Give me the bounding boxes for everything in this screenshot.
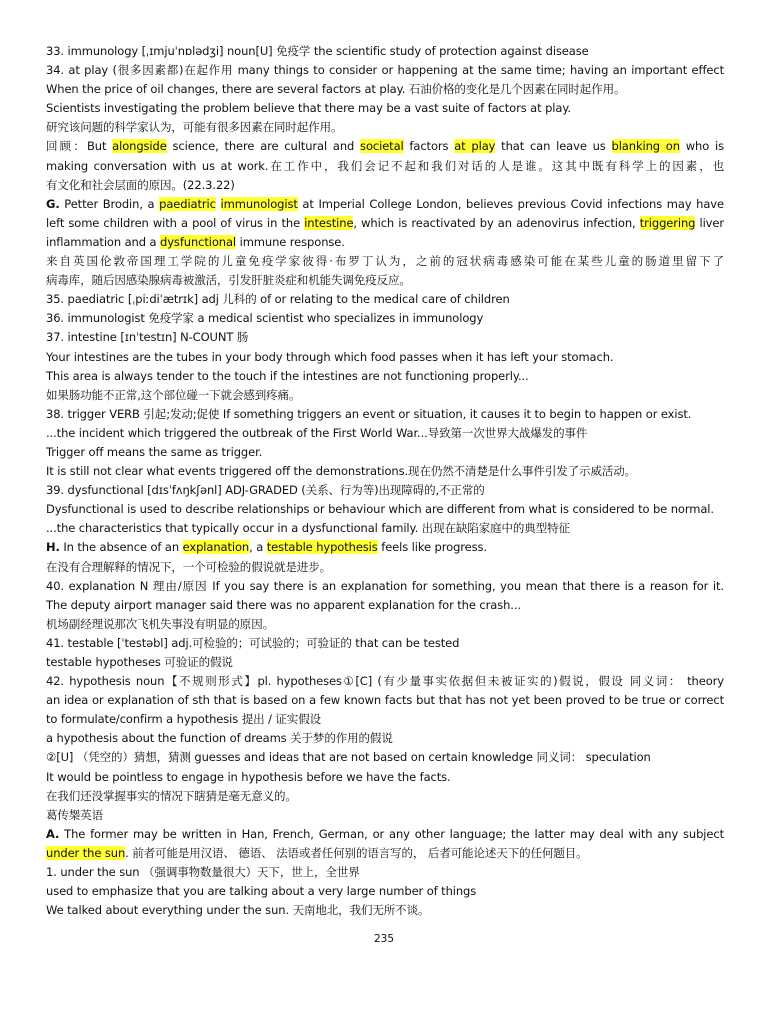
text-segment: 葛传椝英语 bbox=[46, 807, 103, 822]
text-line bbox=[46, 634, 724, 653]
text-line bbox=[46, 844, 724, 863]
text-segment: 40. explanation N 理由/原因 If you say there is an explanation for something, you mean that there is a reason for it. bbox=[46, 578, 724, 593]
text-segment: Your intestines are the tubes in your body through which food passes when it has left your stomach. bbox=[46, 349, 614, 364]
text-line bbox=[46, 653, 724, 672]
text-segment: science, there are cultural and bbox=[166, 139, 361, 154]
text-segment: 回顾：But bbox=[46, 139, 113, 154]
text-line bbox=[46, 157, 724, 176]
text-line bbox=[46, 195, 724, 214]
highlighted-term: triggering bbox=[639, 215, 696, 230]
text-segment: When the price of oil changes, there are several factors at play. 石油价格的变化是几个因素在同时起作用。 bbox=[46, 82, 626, 97]
text-segment: . 前者可能是用汉语、 德语、 法语或者任何别的语言写的， 后者可能论述天下的任何题目。 bbox=[125, 845, 588, 860]
highlighted-term: dysfunctional bbox=[160, 234, 237, 249]
text-segment: ②[U] （凭空的）猜想，猜测 guesses and ideas that are not based on certain knowledge 同义词： speculation bbox=[46, 750, 651, 765]
text-line bbox=[46, 405, 724, 424]
text-segment: 33. immunology [ˌɪmjuˈnɒlədʒi] noun[U] 免疫学 the scientific study of protection against disease bbox=[46, 44, 589, 58]
text-line bbox=[46, 61, 724, 80]
text-segment: making conversation with us at work.在工作中，我们会记不起和我们对话的人是谁。这其中既有科学上的因素，也 bbox=[46, 158, 724, 173]
text-line bbox=[46, 462, 724, 481]
text-line bbox=[46, 348, 724, 367]
text-segment: 1. under the sun （强调事物数量很大）天下，世上，全世界 bbox=[46, 865, 360, 880]
text-line bbox=[46, 768, 724, 787]
text-segment: We talked about everything under the sun. 天南地北，我们无所不谈。 bbox=[46, 903, 430, 918]
text-line bbox=[46, 577, 724, 596]
text-segment: 在没有合理解释的情况下，一个可检验的假说就是进步。 bbox=[46, 559, 331, 574]
text-line bbox=[46, 672, 724, 691]
page-number: 235 bbox=[373, 933, 395, 945]
text-segment: This area is always tender to the touch if the intestines are not functioning properly... bbox=[46, 368, 529, 383]
text-segment: It is still not clear what events triggered off the demonstrations.现在仍然不清楚是什么事件引发了示威活动。 bbox=[46, 464, 637, 479]
text-segment: The deputy airport manager said there was no apparent explanation for the crash... bbox=[46, 597, 521, 612]
text-segment: ...the characteristics that typically occur in a dysfunctional family. 出现在缺陷家庭中的典型特征 bbox=[46, 521, 570, 536]
text-line bbox=[46, 214, 724, 233]
text-line bbox=[46, 500, 724, 519]
text-line bbox=[46, 176, 724, 195]
text-line bbox=[46, 538, 724, 557]
text-line bbox=[46, 80, 724, 99]
text-segment: 在我们还没掌握事实的情况下瞎猜是毫无意义的。 bbox=[46, 788, 297, 803]
text-segment: 机场副经理说那次飞机失事没有明显的原因。 bbox=[46, 616, 274, 631]
text-segment: 病毒库，随后因感染腺病毒被激活，引发肝脏炎症和机能失调免疫反应。 bbox=[46, 273, 411, 288]
text-segment: Petter Brodin, a bbox=[59, 196, 160, 211]
text-line bbox=[46, 271, 724, 290]
text-line bbox=[46, 691, 724, 710]
highlighted-term: under the sun bbox=[46, 845, 126, 860]
text-segment: testable hypotheses 可验证的假说 bbox=[46, 655, 233, 669]
section-letter: H. bbox=[46, 540, 60, 555]
text-line bbox=[46, 137, 724, 156]
highlighted-term: testable hypothesis bbox=[266, 540, 378, 555]
highlighted-term: at play bbox=[454, 139, 496, 154]
highlighted-term: societal bbox=[360, 139, 404, 154]
text-segment: , which is reactivated by an adenovirus infection, bbox=[353, 215, 640, 230]
text-segment: It would be pointless to engage in hypothesis before we have the facts. bbox=[46, 769, 451, 784]
text-segment: at Imperial College London, believes previous Covid infections may have bbox=[297, 196, 724, 211]
text-line bbox=[46, 309, 724, 328]
text-segment: 如果肠功能不正常,这个部位碰一下就会感到疼痛。 bbox=[46, 387, 301, 402]
section-letter: G. bbox=[46, 196, 60, 211]
text-line bbox=[46, 710, 724, 729]
text-segment: immune response. bbox=[236, 234, 345, 249]
text-segment: 35. paediatric [ˌpiːdiˈætrɪk] adj 儿科的 of or relating to the medical care of children bbox=[46, 292, 510, 307]
text-segment: left some children with a pool of virus in the bbox=[46, 215, 305, 230]
text-segment: Dysfunctional is used to describe relationships or behaviour which are different from what is considered to be normal. bbox=[46, 502, 714, 517]
text-segment: feels like progress. bbox=[377, 540, 487, 555]
text-segment: The former may be written in Han, French, German, or any other language; the latter may deal with any subject bbox=[59, 826, 724, 841]
text-segment: used to emphasize that you are talking about a very large number of things bbox=[46, 884, 477, 899]
text-line bbox=[46, 443, 724, 462]
text-segment: ...the incident which triggered the outbreak of the First World War...导致第一次世界大战爆发的事件 bbox=[46, 425, 588, 440]
text-segment: 41. testable [ˈtestəbl] adj.可检验的；可试验的；可验证的 that can be tested bbox=[46, 635, 460, 650]
text-line bbox=[46, 558, 724, 577]
text-line bbox=[46, 252, 724, 271]
text-segment: 研究该问题的科学家认为，可能有很多因素在同时起作用。 bbox=[46, 120, 343, 135]
text-line bbox=[46, 901, 724, 920]
text-line bbox=[46, 729, 724, 748]
text-line bbox=[46, 806, 724, 825]
text-segment: 38. trigger VERB 引起;发动;促使 If something triggers an event or situation, it causes it to begin to happen or exist. bbox=[46, 406, 692, 421]
text-line bbox=[46, 787, 724, 806]
text-segment: 有文化和社会层面的原因。(22.3.22) bbox=[46, 177, 235, 192]
text-segment: inflammation and a bbox=[46, 234, 161, 249]
text-line bbox=[46, 863, 724, 882]
text-segment: Scientists investigating the problem believe that there may be a vast suite of factors at play. bbox=[46, 101, 571, 116]
text-segment bbox=[216, 197, 221, 211]
highlighted-term: paediatric bbox=[159, 196, 216, 211]
text-segment: liver bbox=[695, 215, 724, 230]
section-letter: A. bbox=[46, 826, 60, 841]
text-line bbox=[46, 825, 724, 844]
text-segment: factors bbox=[403, 139, 455, 154]
text-segment: 来自英国伦敦帝国理工学院的儿童免疫学家彼得·布罗丁认为，之前的冠状病毒感染可能在某些儿童的肠道里留下了 bbox=[46, 254, 724, 269]
text-segment: 37. intestine [ɪnˈtestɪn] N-COUNT 肠 bbox=[46, 330, 249, 345]
text-segment: 36. immunologist 免疫学家 a medical scientist who specializes in immunology bbox=[46, 311, 484, 326]
text-segment: Trigger off means the same as trigger. bbox=[46, 444, 263, 459]
text-segment: In the absence of an bbox=[59, 540, 183, 555]
text-line bbox=[46, 42, 724, 61]
text-line bbox=[46, 233, 724, 252]
text-segment: who is bbox=[679, 139, 724, 154]
text-segment: 42. hypothesis noun【不规则形式】pl. hypotheses①[C] (有少量事实依据但未被证实的)假说，假设 同义词： theory bbox=[46, 674, 724, 689]
text-line bbox=[46, 481, 724, 500]
highlighted-term: alongside bbox=[112, 139, 167, 154]
text-segment: a hypothesis about the function of dreams 关于梦的作用的假说 bbox=[46, 731, 393, 746]
text-line bbox=[46, 118, 724, 137]
text-line bbox=[46, 615, 724, 634]
highlighted-term: explanation bbox=[182, 540, 250, 555]
text-segment: 39. dysfunctional [dɪsˈfʌŋkʃənl] ADJ-GRADED (关系、行为等)出现障碍的,不正常的 bbox=[46, 483, 485, 498]
text-segment: 34. at play (很多因素都)在起作用 many things to consider or happening at the same time; having an important effect bbox=[46, 63, 724, 78]
text-segment: that can leave us bbox=[495, 139, 612, 154]
text-line bbox=[46, 424, 724, 443]
text-line bbox=[46, 367, 724, 386]
text-segment: , a bbox=[249, 540, 267, 555]
text-line bbox=[46, 748, 724, 767]
text-line bbox=[46, 596, 724, 615]
text-line bbox=[46, 99, 724, 118]
text-line bbox=[46, 290, 724, 309]
text-line bbox=[46, 519, 724, 538]
text-segment: to formulate/confirm a hypothesis 提出 / 证实假设 bbox=[46, 712, 322, 727]
highlighted-term: blanking on bbox=[611, 139, 680, 154]
highlighted-term: immunologist bbox=[220, 196, 298, 211]
text-segment: an idea or explanation of sth that is based on a few known facts but that has not yet been proved to be true or correct bbox=[46, 693, 724, 708]
document-body bbox=[46, 42, 724, 920]
text-line bbox=[46, 386, 724, 405]
highlighted-term: intestine bbox=[304, 215, 354, 230]
text-line bbox=[46, 882, 724, 901]
text-line bbox=[46, 328, 724, 347]
